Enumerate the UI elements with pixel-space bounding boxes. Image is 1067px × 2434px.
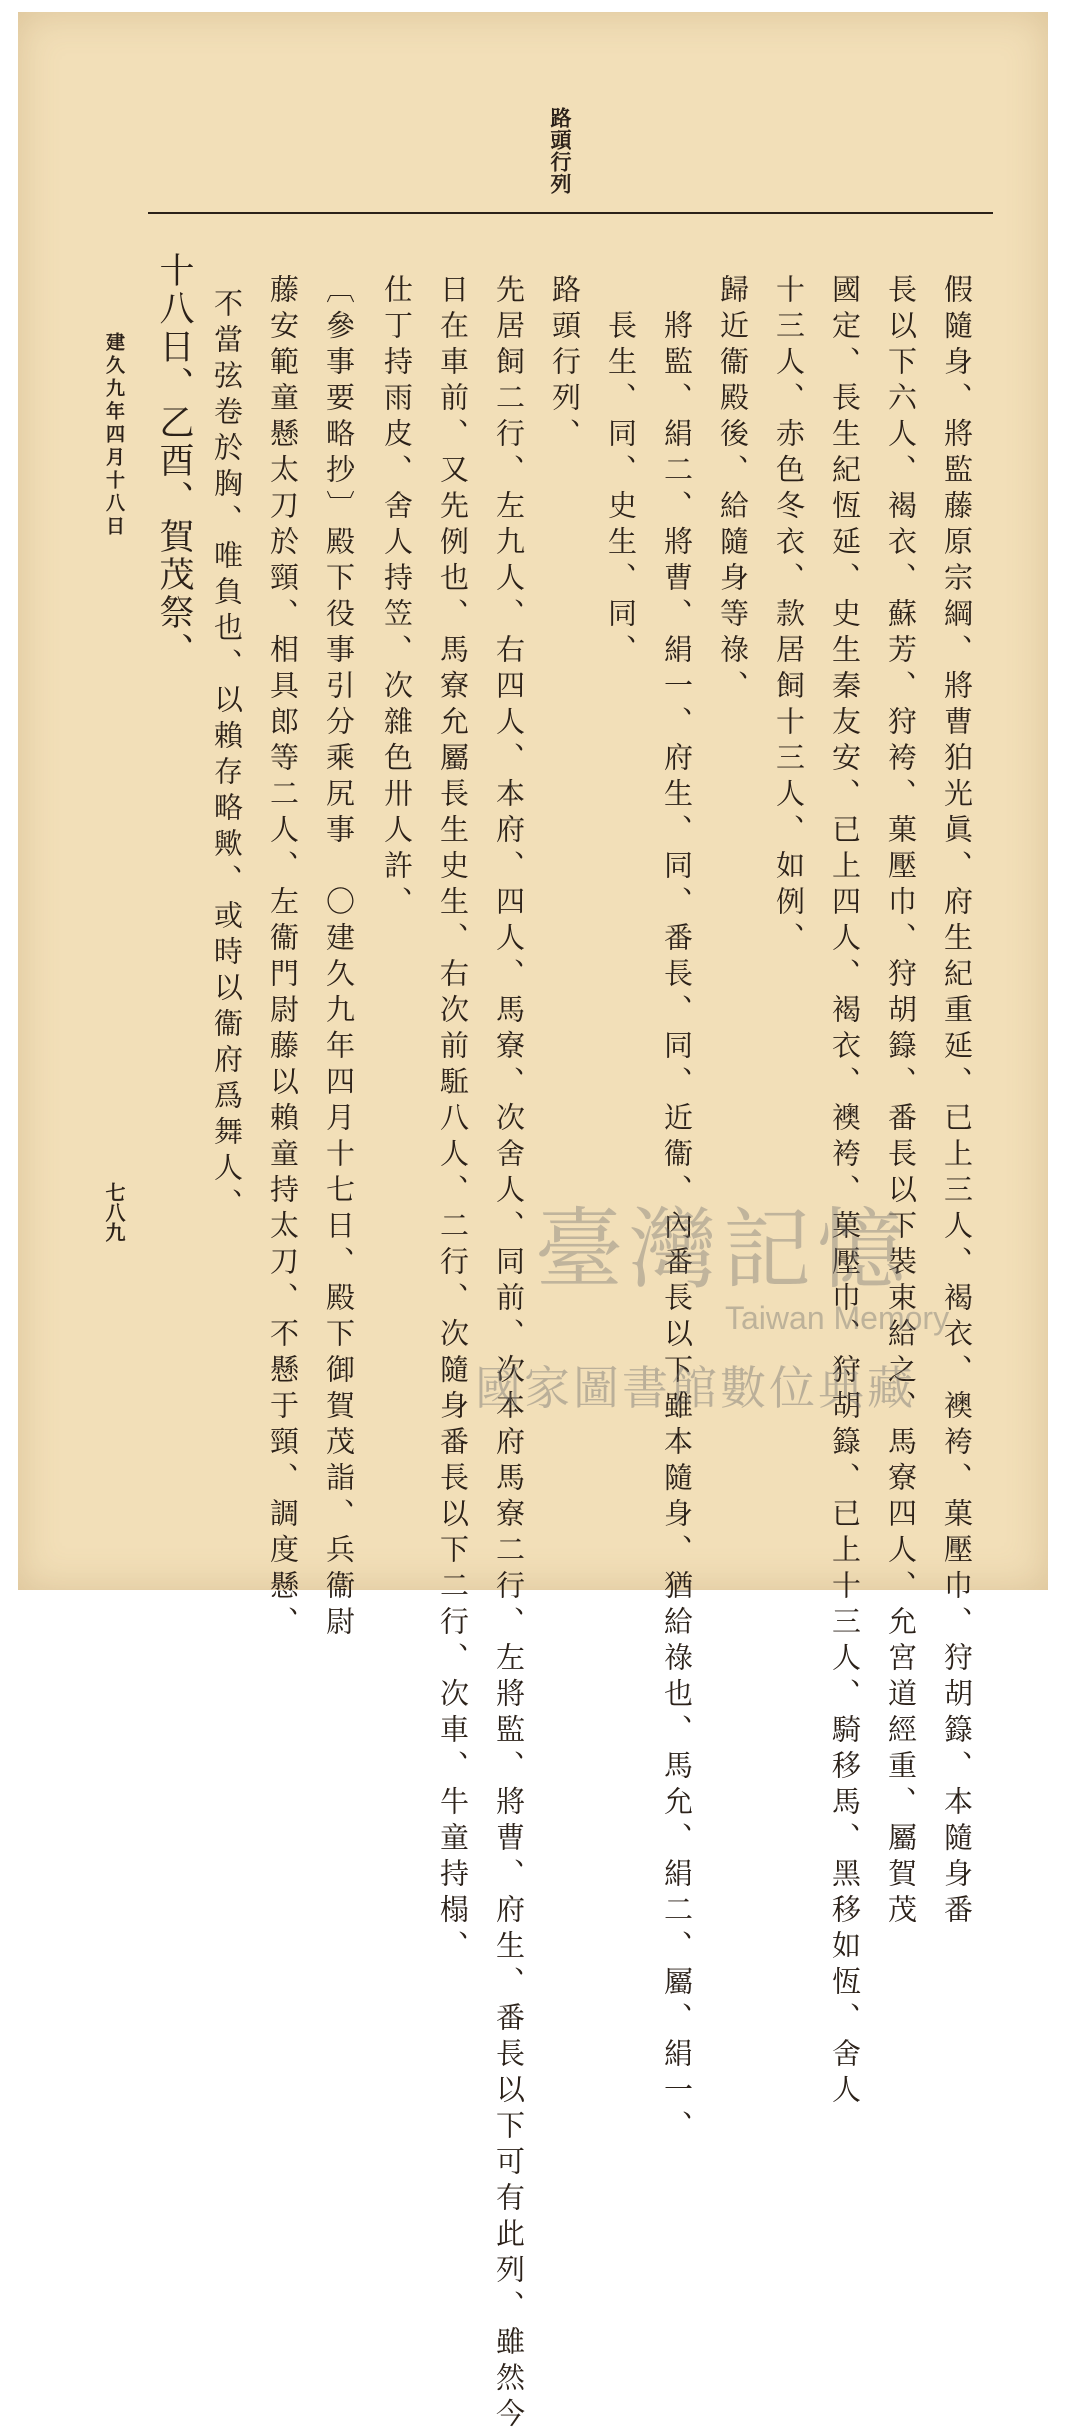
- text-column-1: 假隨身、將監藤原宗綱、將曹狛光眞、府生紀重延、已上三人、褐衣、襖袴、菓壓巾、狩胡籙、本隨身番: [940, 274, 974, 1930]
- text-column-4: 十三人、赤色冬衣、款居飼十三人、如例、: [772, 274, 806, 958]
- header-rule: [148, 212, 993, 214]
- text-column-2: 長以下六人、褐衣、蘇芳、狩袴、菓壓巾、狩胡籙、番長以下裝束給之、馬寮四人、允宮道經重、屬賀茂: [884, 274, 918, 1930]
- watermark-sub: 國家圖書館數位典藏: [475, 1361, 916, 1415]
- text-column-6: 將監、絹二、將曹、絹一、府生、同、番長、同、近衞、內番長以下雖本隨身、猶給祿也、馬允、絹二、屬、絹一、: [660, 310, 694, 2146]
- text-column-9: 先居飼二行、左九人、右四人、本府、四人、馬寮、次舍人、同前、次本府馬寮二行、左將監、將曹、府生、番長以下可有此列、雖然今: [492, 274, 526, 2434]
- running-date: 建久九年四月十八日: [103, 332, 125, 539]
- text-column-10: 日在車前、又先例也、馬寮允屬長生史生、右次前駈八人、二行、次隨身番長以下二行、次車、牛童持榻、: [436, 274, 470, 1966]
- text-column-12: 〔參事要略抄〕殿下役事引分乘尻事 〇建久九年四月十七日、殿下御賀茂詣、兵衞尉: [322, 274, 356, 1642]
- text-column-11: 仕丁持雨皮、舍人持笠、次雜色卅人許、: [380, 274, 414, 922]
- running-header-title: 路頭行列: [548, 107, 573, 195]
- watermark-main: 臺灣記憶: [535, 1198, 912, 1301]
- text-column-8: 路頭行列、: [548, 274, 582, 454]
- text-column-15: 十八日、乙酉、賀茂祭、: [154, 252, 194, 670]
- text-column-7: 長生、同、史生、同、: [604, 310, 638, 670]
- watermark-english: Taiwan Memory: [725, 1300, 950, 1336]
- text-column-13: 藤安範童懸太刀於頸、相具郎等二人、左衞門尉藤以賴童持太刀、不懸于頸、調度懸、: [266, 274, 300, 1642]
- page-number: 七八九: [102, 1182, 126, 1242]
- text-column-5: 歸近衞殿後、給隨身等祿、: [716, 274, 750, 706]
- watermark-logo: [475, 1180, 985, 1440]
- text-column-14: 不當弦卷於胸、唯負也、以賴存略歟、或時以衞府爲舞人、: [210, 288, 244, 1224]
- text-column-3: 國定、長生紀恆延、史生秦友安、已上四人、褐衣、襖袴、菓壓巾、狩胡籙、已上十三人、騎移馬、黑移如恆、舍人: [828, 274, 862, 2110]
